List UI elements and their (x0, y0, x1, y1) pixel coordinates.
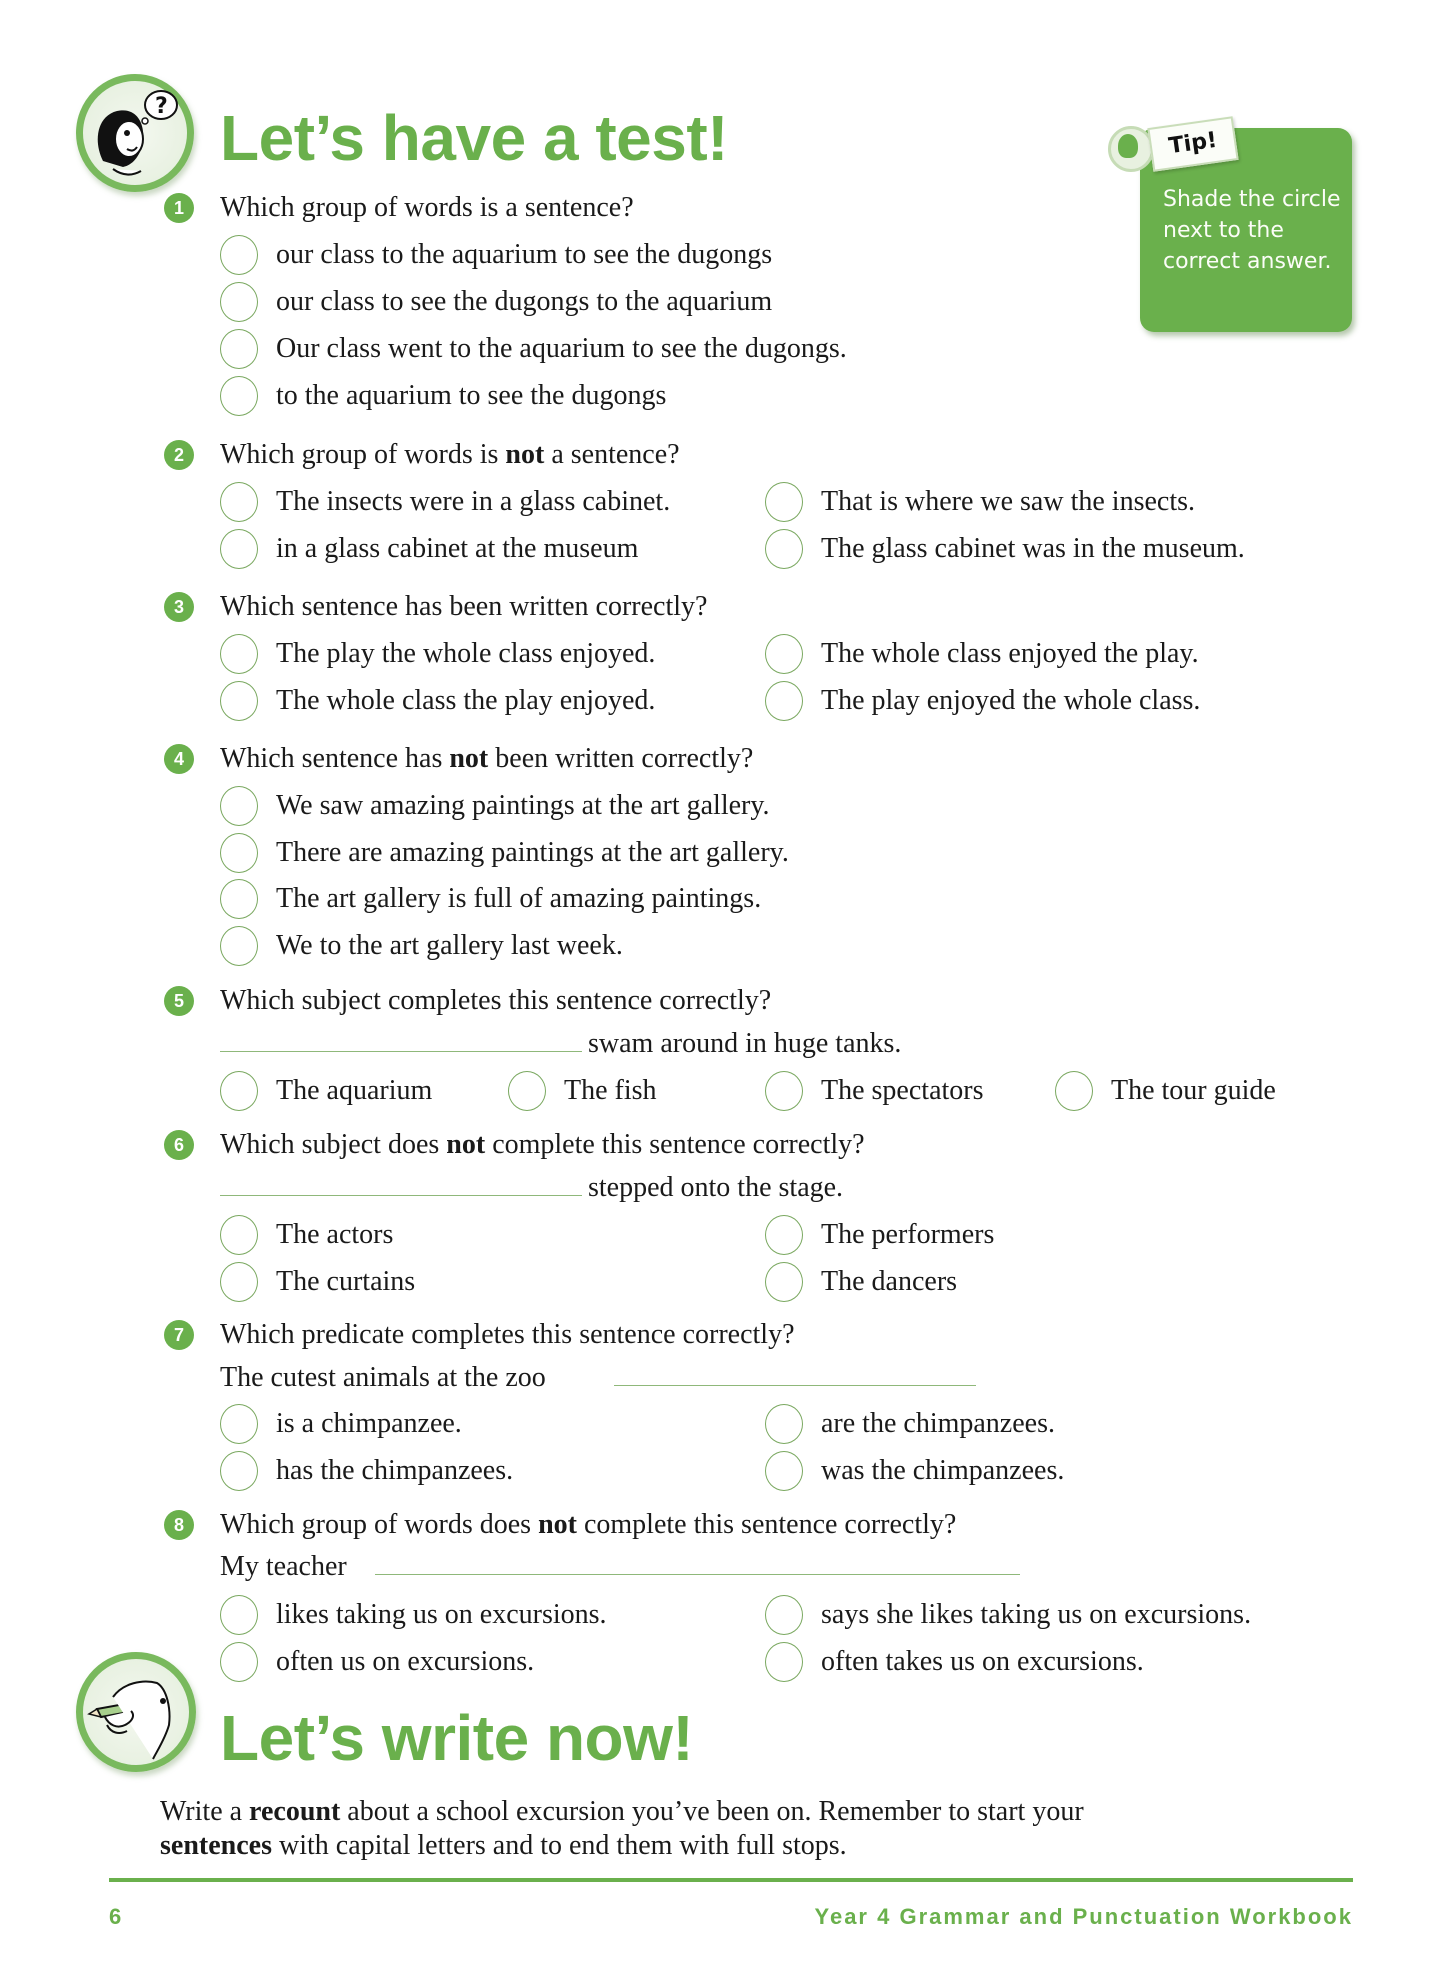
q6-option-4[interactable]: The dancers (765, 1262, 957, 1302)
answer-circle[interactable] (220, 1262, 258, 1302)
tip-text: Shade the circle next to the correct answer. (1163, 187, 1341, 274)
q3-option-4[interactable]: The play enjoyed the whole class. (765, 681, 1200, 721)
q5-option-1[interactable]: The aquarium (220, 1071, 432, 1111)
question-number-badge: 5 (164, 986, 194, 1016)
answer-circle[interactable] (765, 681, 803, 721)
q3-option-2[interactable]: The whole class enjoyed the play. (765, 634, 1199, 674)
question-5-text: Which subject completes this sentence correctly? (220, 985, 772, 1016)
answer-circle[interactable] (765, 529, 803, 569)
q8-option-3[interactable]: often us on excursions. (220, 1642, 534, 1682)
thinking-girl-icon (76, 74, 194, 192)
answer-circle[interactable] (220, 1071, 258, 1111)
q7-option-3[interactable]: has the chimpanzees. (220, 1451, 513, 1491)
writing-instruction-line-2: sentences with capital letters and to end them with full stops. (160, 1830, 847, 1861)
answer-circle[interactable] (220, 786, 258, 826)
q4-option-4[interactable]: We to the art gallery last week. (220, 926, 623, 966)
answer-blank-line[interactable] (220, 1051, 582, 1052)
question-number-badge: 6 (164, 1130, 194, 1160)
sentence-before-blank: My teacher (220, 1551, 347, 1582)
question-number-badge: 7 (164, 1320, 194, 1350)
answer-circle[interactable] (220, 1404, 258, 1444)
svg-text:?: ? (155, 94, 168, 119)
answer-circle[interactable] (220, 529, 258, 569)
answer-circle[interactable] (220, 376, 258, 416)
hand-writing-pencil-icon (76, 1652, 196, 1772)
question-number-badge: 1 (164, 193, 194, 223)
answer-circle[interactable] (765, 634, 803, 674)
answer-circle[interactable] (765, 1451, 803, 1491)
answer-circle[interactable] (220, 282, 258, 322)
answer-circle[interactable] (765, 1404, 803, 1444)
answer-blank-line[interactable] (220, 1195, 582, 1196)
q8-option-2[interactable]: says she likes taking us on excursions. (765, 1595, 1251, 1635)
q6-option-2[interactable]: The performers (765, 1215, 994, 1255)
answer-circle[interactable] (220, 634, 258, 674)
question-8-text: Which group of words does not complete this sentence correctly? (220, 1509, 957, 1540)
question-2-text: Which group of words is not a sentence? (220, 439, 680, 470)
q3-option-1[interactable]: The play the whole class enjoyed. (220, 634, 655, 674)
q1-option-4[interactable]: to the aquarium to see the dugongs (220, 376, 666, 416)
answer-circle[interactable] (220, 329, 258, 369)
q1-option-2[interactable]: our class to see the dugongs to the aquarium (220, 282, 772, 322)
sentence-after-blank: swam around in huge tanks. (588, 1028, 902, 1059)
answer-circle[interactable] (220, 1215, 258, 1255)
q7-option-4[interactable]: was the chimpanzees. (765, 1451, 1064, 1491)
q7-option-2[interactable]: are the chimpanzees. (765, 1404, 1055, 1444)
question-3-text: Which sentence has been written correctly? (220, 591, 708, 622)
question-4-text: Which sentence has not been written correctly? (220, 743, 754, 774)
q7-option-1[interactable]: is a chimpanzee. (220, 1404, 462, 1444)
answer-circle[interactable] (220, 926, 258, 966)
answer-circle[interactable] (508, 1071, 546, 1111)
q4-option-3[interactable]: The art gallery is full of amazing paintings. (220, 879, 761, 919)
q4-option-1[interactable]: We saw amazing paintings at the art gallery. (220, 786, 770, 826)
book-title: Year 4 Grammar and Punctuation Workbook (814, 1904, 1353, 1929)
question-7-text: Which predicate completes this sentence correctly? (220, 1319, 795, 1350)
answer-circle[interactable] (220, 833, 258, 873)
writing-instruction-line-1: Write a recount about a school excursion you’ve been on. Remember to start your (160, 1796, 1084, 1827)
answer-circle[interactable] (220, 235, 258, 275)
q3-option-3[interactable]: The whole class the play enjoyed. (220, 681, 655, 721)
answer-circle[interactable] (765, 1595, 803, 1635)
q8-option-4[interactable]: often takes us on excursions. (765, 1642, 1144, 1682)
q5-option-4[interactable]: The tour guide (1055, 1071, 1276, 1111)
answer-blank-line[interactable] (614, 1385, 976, 1386)
question-number-badge: 8 (164, 1510, 194, 1540)
section-heading-test: Let’s have a test! (220, 102, 728, 174)
q2-option-1[interactable]: The insects were in a glass cabinet. (220, 482, 670, 522)
q6-option-3[interactable]: The curtains (220, 1262, 415, 1302)
q6-option-1[interactable]: The actors (220, 1215, 393, 1255)
answer-circle[interactable] (220, 1642, 258, 1682)
q5-option-2[interactable]: The fish (508, 1071, 657, 1111)
answer-circle[interactable] (220, 1451, 258, 1491)
question-1-text: Which group of words is a sentence? (220, 192, 634, 223)
page-number: 6 (109, 1904, 124, 1929)
tip-label: Tip! (1147, 116, 1238, 172)
question-number-badge: 2 (164, 440, 194, 470)
lightbulb-fill (1118, 134, 1138, 158)
question-number-badge: 3 (164, 592, 194, 622)
q2-option-3[interactable]: in a glass cabinet at the museum (220, 529, 638, 569)
answer-circle[interactable] (220, 482, 258, 522)
answer-circle[interactable] (220, 681, 258, 721)
answer-circle[interactable] (220, 879, 258, 919)
q4-option-2[interactable]: There are amazing paintings at the art gallery. (220, 833, 789, 873)
answer-circle[interactable] (1055, 1071, 1093, 1111)
answer-circle[interactable] (765, 1071, 803, 1111)
section-heading-write: Let’s write now! (220, 1702, 694, 1774)
q2-option-2[interactable]: That is where we saw the insects. (765, 482, 1195, 522)
answer-circle[interactable] (765, 1642, 803, 1682)
q1-option-1[interactable]: our class to the aquarium to see the dugongs (220, 235, 772, 275)
q2-option-4[interactable]: The glass cabinet was in the museum. (765, 529, 1245, 569)
answer-circle[interactable] (765, 482, 803, 522)
sentence-before-blank: The cutest animals at the zoo (220, 1362, 546, 1393)
footer-divider (109, 1878, 1353, 1882)
question-number-badge: 4 (164, 744, 194, 774)
question-6-text: Which subject does not complete this sentence correctly? (220, 1129, 865, 1160)
q8-option-1[interactable]: likes taking us on excursions. (220, 1595, 607, 1635)
sentence-after-blank: stepped onto the stage. (588, 1172, 844, 1203)
q1-option-3[interactable]: Our class went to the aquarium to see the dugongs. (220, 329, 847, 369)
answer-circle[interactable] (765, 1215, 803, 1255)
answer-blank-line[interactable] (375, 1574, 1020, 1575)
answer-circle[interactable] (765, 1262, 803, 1302)
answer-circle[interactable] (220, 1595, 258, 1635)
q5-option-3[interactable]: The spectators (765, 1071, 984, 1111)
